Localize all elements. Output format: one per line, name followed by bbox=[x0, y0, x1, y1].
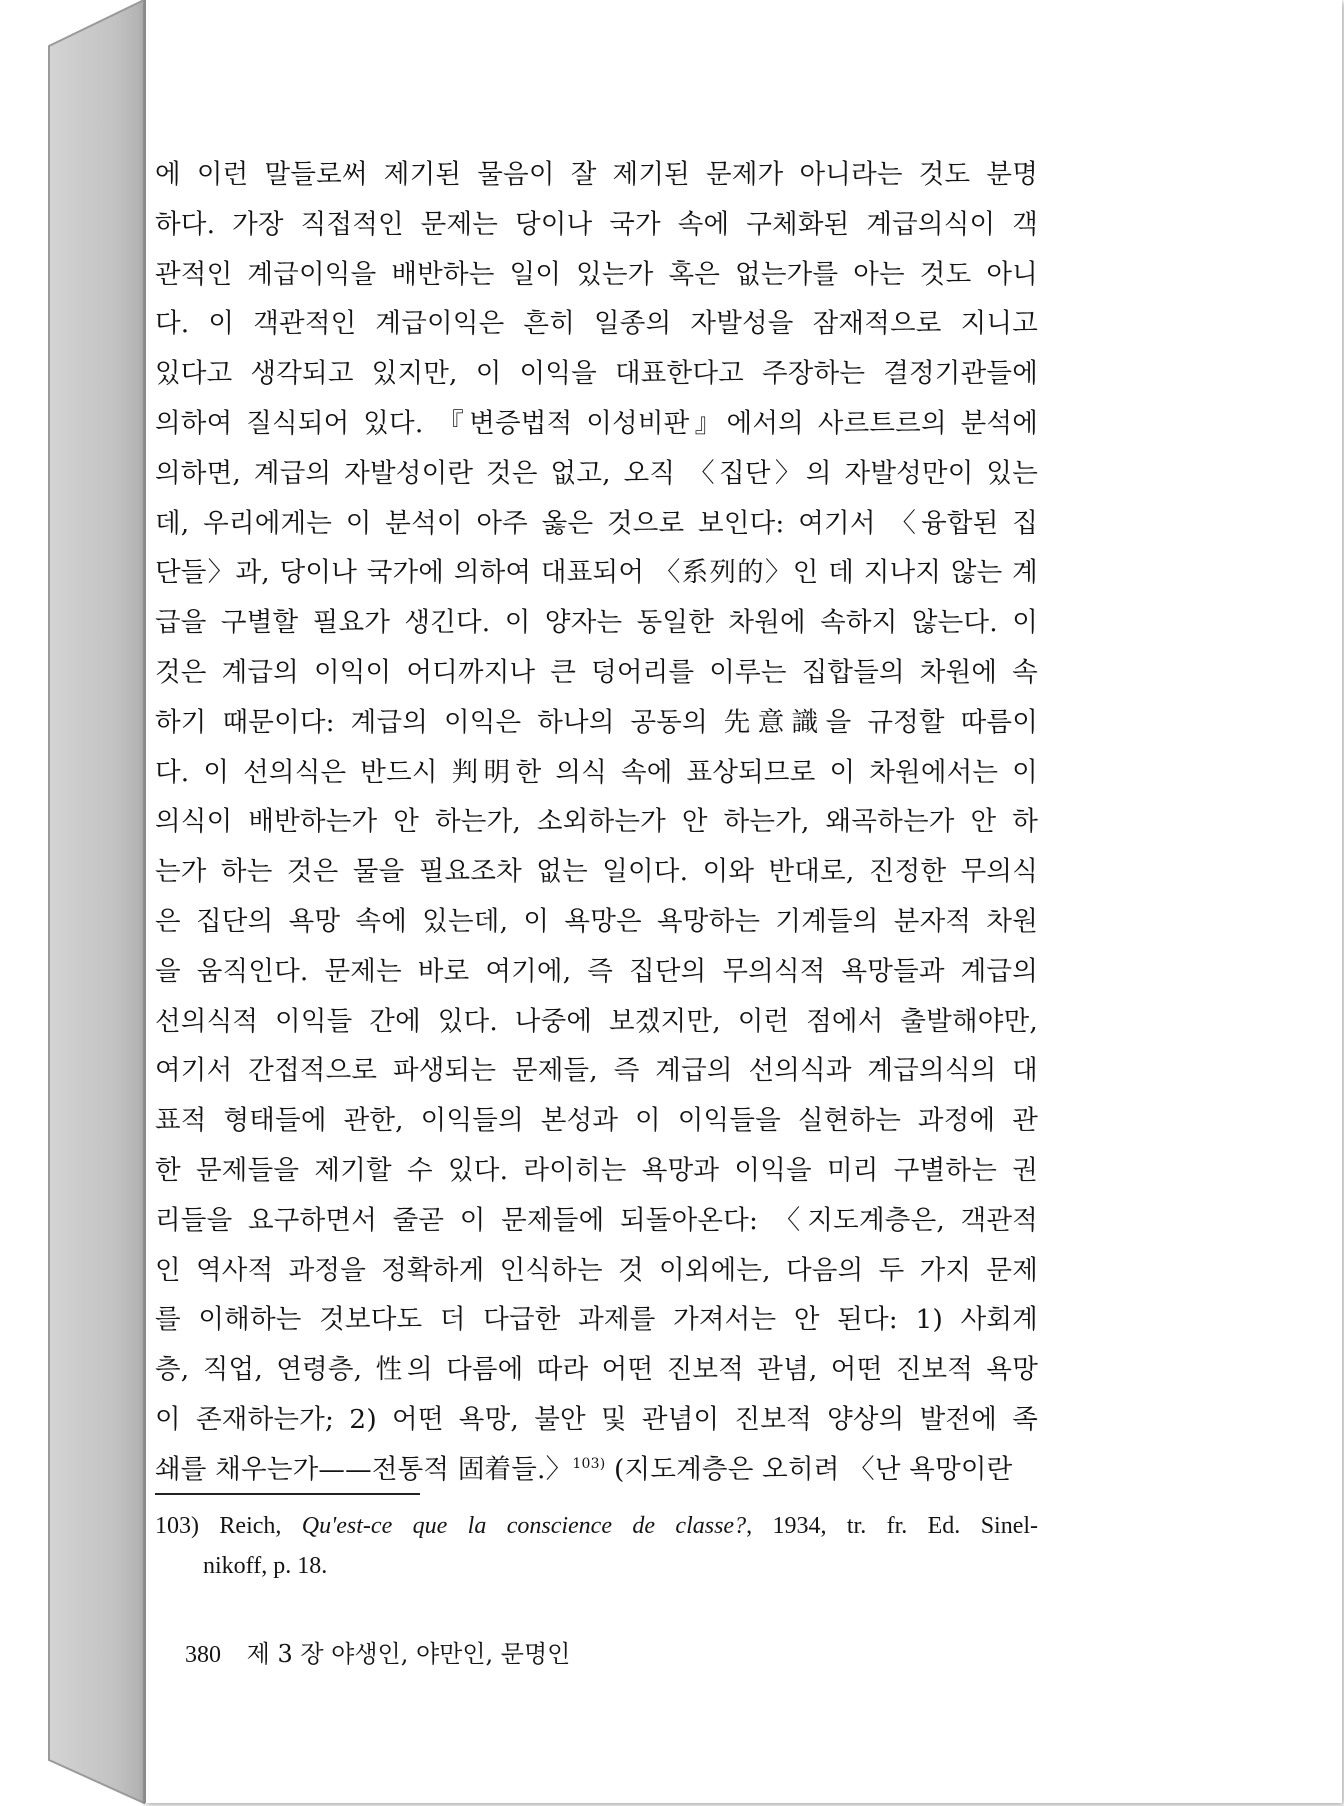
text-line: 데, 우리에게는 이 분석이 아주 옳은 것으로 보인다: 여기서 〈융합된 집 bbox=[155, 507, 1038, 539]
footnote-reference[interactable]: 103) bbox=[572, 1455, 606, 1472]
text-line: 다. 이 객관적인 계급이익은 흔히 일종의 자발성을 잠재적으로 지니고 bbox=[155, 308, 1038, 340]
footnote-rest-1: , 1934, tr. fr. Ed. Sinel- bbox=[746, 1513, 1039, 1539]
footnote-line-2: nikoff, p. 18. bbox=[203, 1553, 328, 1579]
text-line-last bbox=[155, 1445, 1038, 1495]
text-line: 한 문제들을 제기할 수 있다. 라이히는 욕망과 이익을 미리 구별하는 권 bbox=[155, 1154, 1038, 1186]
footnote-line-1 bbox=[155, 1506, 1038, 1546]
text-line: 리들을 요구하면서 줄곧 이 문제들에 되돌아온다: 〈지도계층은, 객관적 bbox=[155, 1204, 1038, 1236]
text-line: 는가 하는 것은 물을 필요조차 없는 일이다. 이와 반대로, 진정한 무의식 bbox=[155, 856, 1038, 888]
text-line: 여기서 간접적으로 파생되는 문제들, 즉 계급의 선의식과 계급의식의 대 bbox=[155, 1055, 1038, 1087]
page-footer bbox=[185, 1634, 570, 1669]
footnote-title: Qu'est-ce que la conscience de classe? bbox=[301, 1513, 747, 1539]
footnote-rule bbox=[155, 1493, 420, 1495]
text-line: 의하면, 계급의 자발성이란 것은 없고, 오직 〈집단〉의 자발성만이 있는 bbox=[155, 457, 1038, 489]
text-line: 관적인 계급이익을 배반하는 일이 있는가 혹은 없는가를 아는 것도 아니 bbox=[155, 258, 1038, 290]
text-line: 단들〉과, 당이나 국가에 의하여 대표되어 〈系列的〉인 데 지나지 않는 계 bbox=[155, 557, 1038, 589]
text-line: 을 움직인다. 문제는 바로 여기에, 즉 집단의 무의식적 욕망들과 계급의 bbox=[155, 955, 1038, 987]
text-line: 에 이런 말들로써 제기된 물음이 잘 제기된 문제가 아니라는 것도 분명 bbox=[155, 159, 1038, 190]
text-line: 하다. 가장 직접적인 문제는 당이나 국가 속에 구체화된 계급의식이 객 bbox=[155, 208, 1038, 240]
text-line: 층, 직업, 연령층, 性의 다름에 따라 어떤 진보적 관념, 어떤 진보적 욕망 bbox=[155, 1354, 1038, 1386]
text-line: 급을 구별할 필요가 생긴다. 이 양자는 동일한 차원에 속하지 않는다. 이 bbox=[155, 607, 1038, 639]
body-text bbox=[155, 150, 1038, 1495]
footnote bbox=[155, 1506, 1038, 1586]
text-line: 있다고 생각되고 있지만, 이 이익을 대표한다고 주장하는 결정기관들에 bbox=[155, 358, 1038, 390]
text-line: 의식이 배반하는가 안 하는가, 소외하는가 안 하는가, 왜곡하는가 안 하 bbox=[155, 806, 1038, 838]
text-line: 이 존재하는가; 2) 어떤 욕망, 불안 및 관념이 진보적 양상의 발전에 족 bbox=[155, 1403, 1038, 1435]
text-line: 다. 이 선의식은 반드시 判明한 의식 속에 표상되므로 이 차원에서는 이 bbox=[155, 756, 1038, 788]
text-line: 의하여 질식되어 있다. 『변증법적 이성비판』에서의 사르트르의 분석에 bbox=[155, 407, 1038, 439]
text-line: 하기 때문이다: 계급의 이익은 하나의 공동의 先意識을 규정할 따름이 bbox=[155, 706, 1038, 738]
text-line: 인 역사적 과정을 정확하게 인식하는 것 이외에는, 다음의 두 가지 문제 bbox=[155, 1254, 1038, 1286]
footnote-number: 103) bbox=[155, 1513, 199, 1539]
footnote-author: Reich, bbox=[219, 1513, 282, 1539]
text-line-last-before: 쇄를 채우는가——전통적 固着들.〉 bbox=[155, 1453, 573, 1485]
text-line-last-after: (지도계층은 오히려 〈난 욕망이란 bbox=[613, 1453, 1013, 1485]
page-number: 380 bbox=[185, 1642, 221, 1668]
book-spine-face bbox=[49, 0, 144, 1803]
text-line: 를 이해하는 것보다도 더 다급한 과제를 가져서는 안 된다: 1) 사회계 bbox=[155, 1304, 1038, 1336]
text-line: 것은 계급의 이익이 어디까지나 큰 덩어리를 이루는 집합들의 차원에 속 bbox=[155, 656, 1038, 688]
running-head: 제 3 장 야생인, 야만인, 문명인 bbox=[246, 1640, 571, 1668]
text-line: 선의식적 이익들 간에 있다. 나중에 보겠지만, 이런 점에서 출발해야만, bbox=[155, 1005, 1038, 1037]
text-line: 은 집단의 욕망 속에 있는데, 이 욕망은 욕망하는 기계들의 분자적 차원 bbox=[155, 905, 1038, 937]
text-line: 표적 형태들에 관한, 이익들의 본성과 이 이익들을 실현하는 과정에 관 bbox=[155, 1105, 1038, 1137]
